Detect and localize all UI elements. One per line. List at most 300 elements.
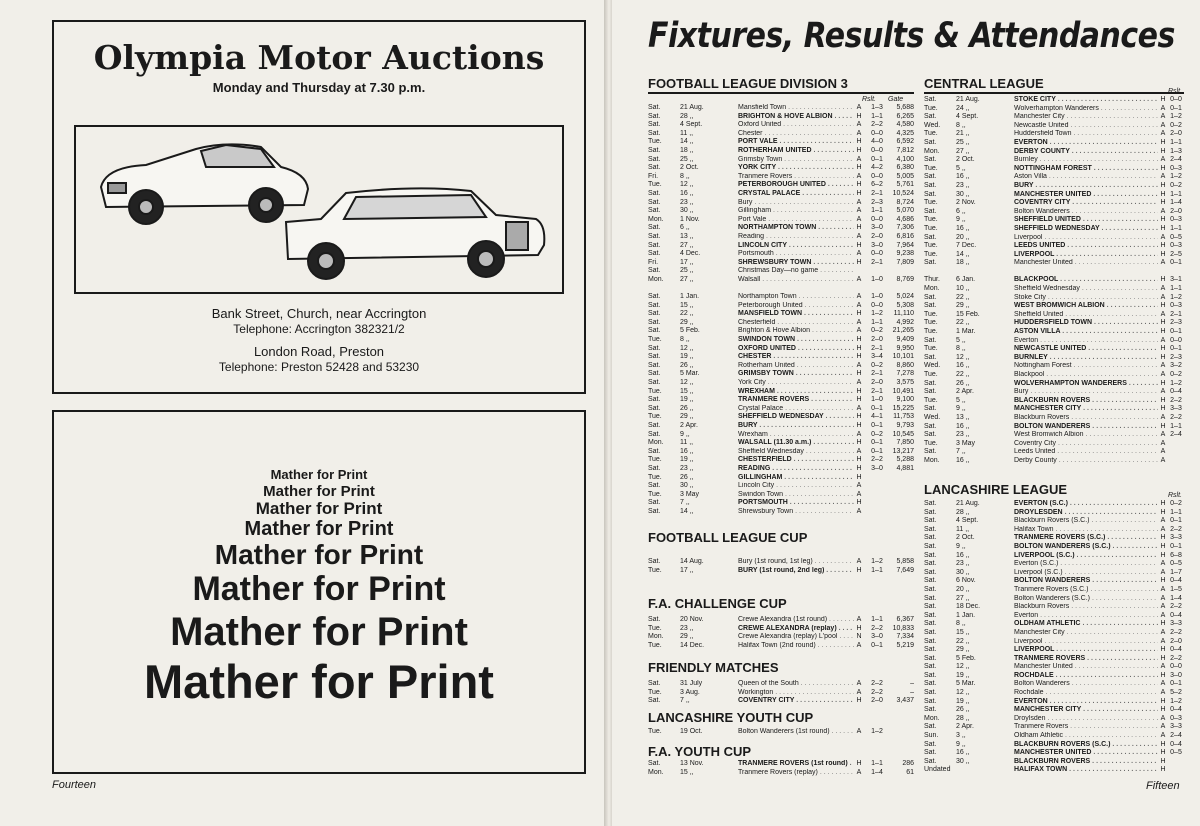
fixture-venue: A: [1160, 173, 1166, 181]
fixture-result: 2–1: [1170, 310, 1182, 318]
fixture-opponent: Derby County . . .: [1014, 457, 1158, 466]
section-title-fa-youth: F.A. YOUTH CUP: [648, 744, 752, 759]
fixture-opponent: ROCHDALE . . .: [1014, 672, 1158, 681]
fixture-venue: H: [1160, 319, 1166, 327]
fixture-row: [924, 646, 1184, 655]
fixture-opponent: SHEFFIELD WEDNESDAY . . .: [1014, 225, 1158, 234]
fixture-day: Sat.: [924, 577, 937, 585]
fixture-venue: H: [1160, 181, 1166, 189]
fixture-venue: H: [1160, 379, 1166, 387]
fixture-opponent: Lincoln City . . .: [738, 482, 854, 491]
fixture-date: 18 Dec.: [956, 603, 981, 611]
fixture-venue: A: [1160, 371, 1166, 378]
fixture-venue: H: [1160, 276, 1166, 284]
fixture-venue: H: [1160, 500, 1166, 507]
fixture-gate: 10,524: [892, 189, 914, 197]
fixture-opponent: HUDDERSFIELD TOWN . . .: [1014, 319, 1158, 328]
fixture-date: 21 Aug.: [956, 500, 980, 507]
fixture-opponent: EVERTON (S.C.) . . .: [1014, 500, 1158, 509]
fixture-opponent: SHEFFIELD UNITED . . .: [1014, 216, 1158, 225]
fixture-gate: 5,761: [896, 181, 914, 189]
fixture-result: 1–1: [871, 760, 883, 767]
lancashire-fixture-list: [924, 500, 1184, 775]
fixture-opponent: HALIFAX TOWN . . .: [1014, 766, 1158, 775]
fixture-date: 17 ,,: [680, 566, 694, 574]
fixture-date: 3 ,,: [956, 732, 966, 740]
fixture-opponent: ASTON VILLA . . .: [1014, 328, 1158, 337]
fixture-day: Tue.: [648, 181, 662, 189]
fixture-venue: A: [856, 207, 862, 215]
fixture-opponent: Blackburn Rovers . . .: [1014, 414, 1158, 423]
fixture-gate: 5,219: [896, 641, 914, 649]
mather-line: Mather for Print: [255, 499, 383, 518]
fixture-date: 16 ,,: [680, 189, 694, 197]
fixture-venue: A: [1160, 207, 1166, 215]
fixture-row: [924, 526, 1184, 535]
section-title-fa-cup: F.A. CHALLENGE CUP: [648, 596, 787, 611]
fixture-row: [648, 728, 914, 737]
fixture-venue: H: [856, 189, 862, 197]
fixture-opponent: Sheffield Wednesday . . .: [1014, 285, 1158, 294]
fixture-opponent: BURY . . .: [1014, 182, 1158, 191]
fixture-venue: H: [1160, 646, 1166, 654]
fixture-result: 2–2: [1170, 525, 1182, 533]
fixture-result: 0–5: [1170, 749, 1182, 757]
fixture-venue: A: [1160, 732, 1166, 740]
fixture-opponent: Wolverhampton Wanderers . . .: [1014, 105, 1158, 114]
fixture-row: [924, 371, 1184, 380]
col-head-result: Rslt.: [862, 96, 876, 103]
fixture-result: 1–0: [871, 275, 883, 283]
fixture-day: Tue.: [648, 456, 662, 464]
fixture-venue: A: [1160, 714, 1166, 722]
fixture-row: [648, 474, 914, 483]
fixture-day: Sat.: [648, 207, 661, 215]
fixture-row: [648, 284, 914, 293]
fixture-date: 5 ,,: [956, 396, 966, 404]
fixture-row: [648, 104, 914, 113]
fixture-row: [648, 465, 914, 474]
fixture-day: Tue.: [924, 216, 938, 224]
fixture-gate: 6,816: [896, 232, 914, 240]
fixture-opponent: WOLVERHAMPTON WANDERERS . . .: [1014, 380, 1158, 389]
fixture-venue: A: [1160, 680, 1166, 688]
fixture-venue: H: [1160, 422, 1166, 430]
fixture-result: 0–0: [1170, 336, 1182, 344]
phone-accrington: Telephone: Accrington 382321/2: [233, 322, 405, 336]
fixture-row: [648, 310, 914, 319]
fixture-venue: H: [856, 310, 862, 318]
fixture-venue: H: [1160, 551, 1166, 559]
fixture-result: 0–0: [1170, 96, 1182, 103]
fixture-gate: 10,833: [892, 624, 914, 632]
fixture-opponent: Liverpool . . .: [1014, 234, 1158, 243]
fixture-day: Sat.: [924, 706, 937, 714]
fixture-venue: A: [1160, 336, 1166, 344]
fixture-result: 0–5: [1170, 560, 1182, 568]
fixture-opponent: Blackburn Rovers (S.C.) . . .: [1014, 517, 1158, 526]
fa-youth-fixture-list: [648, 760, 914, 777]
fixture-date: 21 Aug.: [956, 96, 980, 103]
fixture-opponent: Halifax Town (2nd round) . . .: [738, 642, 854, 651]
fixture-day: Tue.: [648, 688, 662, 696]
fixture-result: 1–1: [1170, 190, 1182, 198]
fixture-row: [648, 689, 914, 698]
fixture-result: 1–2: [1170, 293, 1182, 301]
fixture-row: [924, 405, 1184, 414]
page-banner: Fixtures, Results & Attendances: [648, 16, 1175, 57]
fixture-venue: H: [1160, 766, 1166, 774]
fixture-date: 7 ,,: [956, 448, 966, 456]
fixture-opponent: Christmas Day—no game . . .: [738, 267, 854, 276]
fixture-gate: 6,592: [896, 138, 914, 146]
fixture-row: [648, 760, 914, 769]
fixture-day: Undated: [924, 766, 951, 774]
fixture-result: 2–2: [871, 456, 883, 464]
fixture-result: 2–4: [1170, 156, 1182, 164]
fixture-date: 26 ,,: [680, 404, 694, 412]
fixture-venue: H: [1160, 250, 1166, 258]
fixture-date: 13 ,,: [956, 413, 970, 421]
fixture-opponent: Walsall . . .: [738, 276, 854, 285]
fixture-date: 22 ,,: [956, 371, 970, 378]
fixture-venue: H: [1160, 654, 1166, 662]
fixture-row: [648, 319, 914, 328]
fixture-result: 2–1: [871, 387, 883, 395]
fixture-gate: –: [910, 680, 914, 687]
fixture-gate: 6,380: [896, 164, 914, 172]
div3-fixture-list: [648, 104, 914, 517]
fixture-result: 0–0: [871, 146, 883, 154]
fixture-gate: 9,409: [896, 336, 914, 344]
fixture-date: 29 ,,: [956, 646, 970, 654]
fixture-result: 2–2: [871, 624, 883, 632]
fixture-opponent: Tranmere Rovers (replay) . . .: [738, 769, 854, 778]
mather-line: Mather for Print: [270, 467, 368, 482]
fixture-gate: 5,005: [896, 172, 914, 180]
fixture-opponent: OXFORD UNITED . . .: [738, 345, 854, 354]
fixture-opponent: DERBY COUNTY . . .: [1014, 148, 1158, 157]
fixture-venue: A: [1160, 293, 1166, 301]
fixture-day: Sat.: [924, 628, 937, 636]
fixture-opponent: TRANMERE ROVERS . . .: [1014, 655, 1158, 664]
fixture-gate: 9,950: [896, 344, 914, 352]
fixture-venue: H: [856, 413, 862, 421]
fixture-result: 2–0: [871, 336, 883, 344]
fixture-day: Mon.: [924, 147, 940, 155]
fixture-date: 2 Apr.: [680, 421, 698, 429]
fixture-opponent: MANCHESTER UNITED . . .: [1014, 191, 1158, 200]
fixture-venue: A: [856, 172, 862, 180]
fixture-opponent: Workington . . .: [738, 689, 854, 698]
fixture-row: [924, 723, 1184, 732]
fixture-venue: H: [856, 760, 862, 767]
fixture-result: 2–4: [1170, 431, 1182, 439]
address-preston: London Road, Preston: [253, 344, 385, 359]
fixture-day: Sat.: [924, 517, 937, 525]
fixture-day: Sat.: [924, 379, 937, 387]
fixture-day: Sat.: [648, 361, 661, 369]
fixture-day: Sat.: [648, 464, 661, 472]
fixture-opponent: Oxford United . . .: [738, 121, 854, 130]
fixture-day: Mon.: [648, 768, 664, 776]
fixture-day: Sat.: [924, 620, 937, 628]
fixture-opponent: Rochdale . . .: [1014, 689, 1158, 698]
fixture-opponent: Leeds United . . .: [1014, 448, 1158, 457]
fixture-row: [648, 567, 914, 576]
fixture-date: 16 ,,: [956, 456, 970, 464]
fixture-day: Tue.: [924, 319, 938, 327]
fixture-row: [924, 105, 1184, 114]
fixture-result: 0–2: [1170, 371, 1182, 378]
fixture-opponent: GRIMSBY TOWN . . .: [738, 370, 854, 379]
fixture-venue: H: [1160, 353, 1166, 361]
fixture-result: 1–2: [871, 558, 883, 565]
fixture-result: 0–3: [1170, 164, 1182, 172]
fixture-result: 1–1: [1170, 138, 1182, 146]
fixture-result: 0–1: [1170, 345, 1182, 353]
fixture-opponent: Sheffield United . . .: [1014, 311, 1158, 320]
fixture-date: 16 ,,: [956, 422, 970, 430]
fixture-row: [648, 362, 914, 371]
fixture-opponent: TRANMERE ROVERS . . .: [738, 396, 854, 405]
fixture-venue: H: [856, 344, 862, 352]
fixture-gate: 4,580: [896, 121, 914, 129]
fixture-date: 2 Nov.: [956, 199, 976, 207]
fixture-gate: 7,649: [896, 566, 914, 574]
fixture-day: Sat.: [648, 318, 661, 326]
fixture-venue: A: [856, 327, 862, 335]
fixture-day: Sat.: [924, 302, 937, 310]
fixture-result: 1–1: [1170, 285, 1182, 293]
fixture-row: [924, 715, 1184, 724]
fixture-row: [648, 439, 914, 448]
fixture-date: 23 ,,: [680, 464, 694, 472]
fixture-row: [924, 586, 1184, 595]
fixture-gate: 5,288: [896, 456, 914, 464]
fixture-venue: H: [856, 241, 862, 249]
fixture-date: 29 ,,: [680, 633, 694, 641]
fixture-result: 0–2: [871, 361, 883, 369]
fixture-result: 1–1: [871, 318, 883, 326]
fixture-venue: A: [856, 482, 862, 490]
fixture-day: Sat.: [924, 646, 937, 654]
fixture-venue: A: [1160, 439, 1166, 447]
fixture-date: 23 ,,: [956, 431, 970, 439]
fixture-date: 8 ,,: [680, 172, 690, 180]
fixture-result: 1–4: [1170, 199, 1182, 207]
fixture-date: 3 Aug.: [680, 688, 700, 696]
fixture-opponent: Swindon Town . . .: [738, 491, 854, 500]
fixture-gate: 10,491: [892, 387, 914, 395]
fixture-day: Sat.: [924, 138, 937, 146]
fixture-opponent: BLACKBURN ROVERS . . .: [1014, 397, 1158, 406]
fixture-opponent: EVERTON . . .: [1014, 698, 1158, 707]
fixture-opponent: Shrewsbury Town . . .: [738, 508, 854, 517]
fixture-day: Sat.: [648, 301, 661, 309]
fixture-venue: H: [1160, 740, 1166, 748]
fixture-row: [648, 199, 914, 208]
fixture-result: 3–4: [871, 353, 883, 361]
fixture-venue: H: [856, 146, 862, 154]
fixture-result: 2–3: [871, 198, 883, 206]
fixture-day: Sat.: [924, 336, 937, 344]
fixture-result: 2–2: [1170, 413, 1182, 421]
fixture-venue: H: [856, 258, 862, 266]
fixture-date: 12 ,,: [680, 379, 694, 386]
fixture-date: 5 ,,: [956, 164, 966, 172]
fixture-day: Sat.: [648, 430, 661, 438]
fixture-day: Tue.: [648, 413, 662, 421]
fixture-day: Sat.: [924, 637, 937, 645]
fixture-gate: 9,793: [896, 421, 914, 429]
fixture-result: 2–1: [871, 344, 883, 352]
fixture-venue: A: [856, 379, 862, 386]
fixture-row: [648, 345, 914, 354]
fixture-opponent: Crewe Alexandra (1st round) . . .: [738, 616, 854, 625]
fixture-venue: H: [856, 624, 862, 632]
fixture-opponent: Port Vale . . .: [738, 216, 854, 225]
fixture-day: Tue.: [924, 396, 938, 404]
fixture-day: Wed.: [924, 121, 941, 129]
fixture-row: [924, 732, 1184, 741]
fixture-row: [924, 448, 1184, 457]
fixture-venue: A: [856, 447, 862, 455]
fixture-date: 30 ,,: [680, 482, 694, 490]
fixture-date: 26 ,,: [956, 379, 970, 387]
fixture-venue: A: [856, 430, 862, 438]
fixture-date: 18 ,,: [680, 146, 694, 154]
fixture-day: Sat.: [648, 129, 661, 137]
fixture-opponent: BOLTON WANDERERS (S.C.) . . .: [1014, 543, 1158, 552]
fixture-row: [924, 165, 1184, 174]
fixture-date: 26 ,,: [956, 706, 970, 714]
fixture-date: 6 ,,: [956, 207, 966, 215]
fixture-venue: A: [856, 198, 862, 206]
fixture-date: 25 ,,: [956, 138, 970, 146]
fixture-row: [648, 293, 914, 302]
mather-line: Mather for Print: [263, 483, 375, 500]
fixture-row: [924, 672, 1184, 681]
fixture-result: 0–0: [871, 172, 883, 180]
fixture-result: 0–1: [871, 641, 883, 649]
fixture-opponent: Crewe Alexandra (replay) L'pool . . .: [738, 633, 854, 642]
page-number-left: Fourteen: [52, 779, 97, 791]
fixture-row: [924, 431, 1184, 440]
fixture-result: 0–4: [1170, 646, 1182, 654]
fixture-date: 29 ,,: [956, 302, 970, 310]
fixture-venue: A: [1160, 456, 1166, 464]
fixture-opponent: Wrexham . . .: [738, 431, 854, 440]
fixture-day: Tue.: [648, 336, 662, 344]
fixture-gate: 13,217: [892, 447, 914, 455]
advert-title: Olympia Motor Auctions: [93, 38, 545, 77]
fixture-row: [924, 620, 1184, 629]
fixture-row: [924, 242, 1184, 251]
fixture-day: Sat.: [648, 616, 661, 623]
fixture-result: 1–2: [871, 310, 883, 318]
fixture-row: [924, 689, 1184, 698]
fixture-result: 3–0: [871, 224, 883, 232]
fixture-day: Sat.: [648, 232, 661, 240]
fixture-gate: 4,325: [896, 129, 914, 137]
fixture-venue: H: [856, 473, 862, 481]
fixture-opponent: Bury . . .: [738, 199, 854, 208]
fixture-venue: A: [856, 558, 862, 565]
fixture-venue: H: [856, 387, 862, 395]
fixture-result: 2–2: [1170, 603, 1182, 611]
fixture-row: [924, 182, 1184, 191]
fixture-date: 14 ,,: [956, 250, 970, 258]
fixture-row: [648, 370, 914, 379]
fixture-row: [648, 156, 914, 165]
fixture-day: Sat.: [648, 293, 661, 301]
fixture-result: 0–3: [1170, 216, 1182, 224]
fixture-date: 11 ,,: [680, 439, 694, 447]
fixture-row: [648, 267, 914, 276]
fixture-row: [648, 499, 914, 508]
fixture-day: Sat.: [924, 508, 937, 516]
fixture-date: 7 ,,: [680, 697, 690, 705]
fixture-venue: A: [856, 768, 862, 776]
fixture-opponent: BLACKBURN ROVERS (S.C.) . . .: [1014, 741, 1158, 750]
fixture-row: [648, 448, 914, 457]
fixture-day: Thur.: [924, 276, 940, 284]
fixture-opponent: OLDHAM ATHLETIC . . .: [1014, 620, 1158, 629]
fixture-row: [648, 508, 914, 517]
fixture-date: 26 ,,: [680, 473, 694, 481]
fixture-day: Sat.: [924, 671, 937, 679]
fixture-opponent: Liverpool . . .: [1014, 638, 1158, 647]
fixture-opponent: COVENTRY CITY . . .: [1014, 199, 1158, 208]
fixture-date: 7 ,,: [680, 499, 690, 507]
fixture-venue: H: [1160, 697, 1166, 705]
fixture-venue: A: [1160, 104, 1166, 112]
fixture-date: 22 ,,: [956, 319, 970, 327]
fixture-result: 3–3: [1170, 723, 1182, 731]
fixture-date: 27 ,,: [680, 275, 694, 283]
fixture-date: 9 ,,: [680, 430, 690, 438]
fixture-result: 2–5: [1170, 250, 1182, 258]
fixture-day: Sat.: [648, 558, 661, 565]
fixture-venue: H: [856, 456, 862, 464]
fixture-date: 10 ,,: [956, 285, 970, 293]
fixture-opponent: Newcastle United . . .: [1014, 122, 1158, 131]
fixture-venue: H: [1160, 138, 1166, 146]
fixture-opponent: Oldham Athletic . . .: [1014, 732, 1158, 741]
fixture-date: 19 Oct.: [680, 728, 703, 735]
fixture-date: 19 ,,: [680, 456, 694, 464]
fixture-date: 21 ,,: [956, 130, 970, 138]
fixture-opponent: NORTHAMPTON TOWN . . .: [738, 224, 854, 233]
fixture-date: 19 ,,: [680, 396, 694, 404]
fixture-row: [924, 517, 1184, 526]
fixture-date: 9 ,,: [956, 740, 966, 748]
fixture-venue: A: [856, 507, 862, 515]
fixture-date: 16 ,,: [956, 173, 970, 181]
fixture-row: [924, 345, 1184, 354]
fixture-day: Sat.: [648, 507, 661, 515]
fixture-venue: A: [1160, 310, 1166, 318]
fixture-gate: 8,724: [896, 198, 914, 206]
fixture-result: 2–3: [1170, 353, 1182, 361]
section-title-lancs-youth: LANCASHIRE YOUTH CUP: [648, 710, 814, 725]
fixture-date: 21 Aug.: [680, 104, 704, 111]
fixture-opponent: CHESTERFIELD . . .: [738, 456, 854, 465]
fixture-result: 0–1: [1170, 328, 1182, 336]
fixture-venue: H: [1160, 620, 1166, 628]
fixture-row: [924, 423, 1184, 432]
